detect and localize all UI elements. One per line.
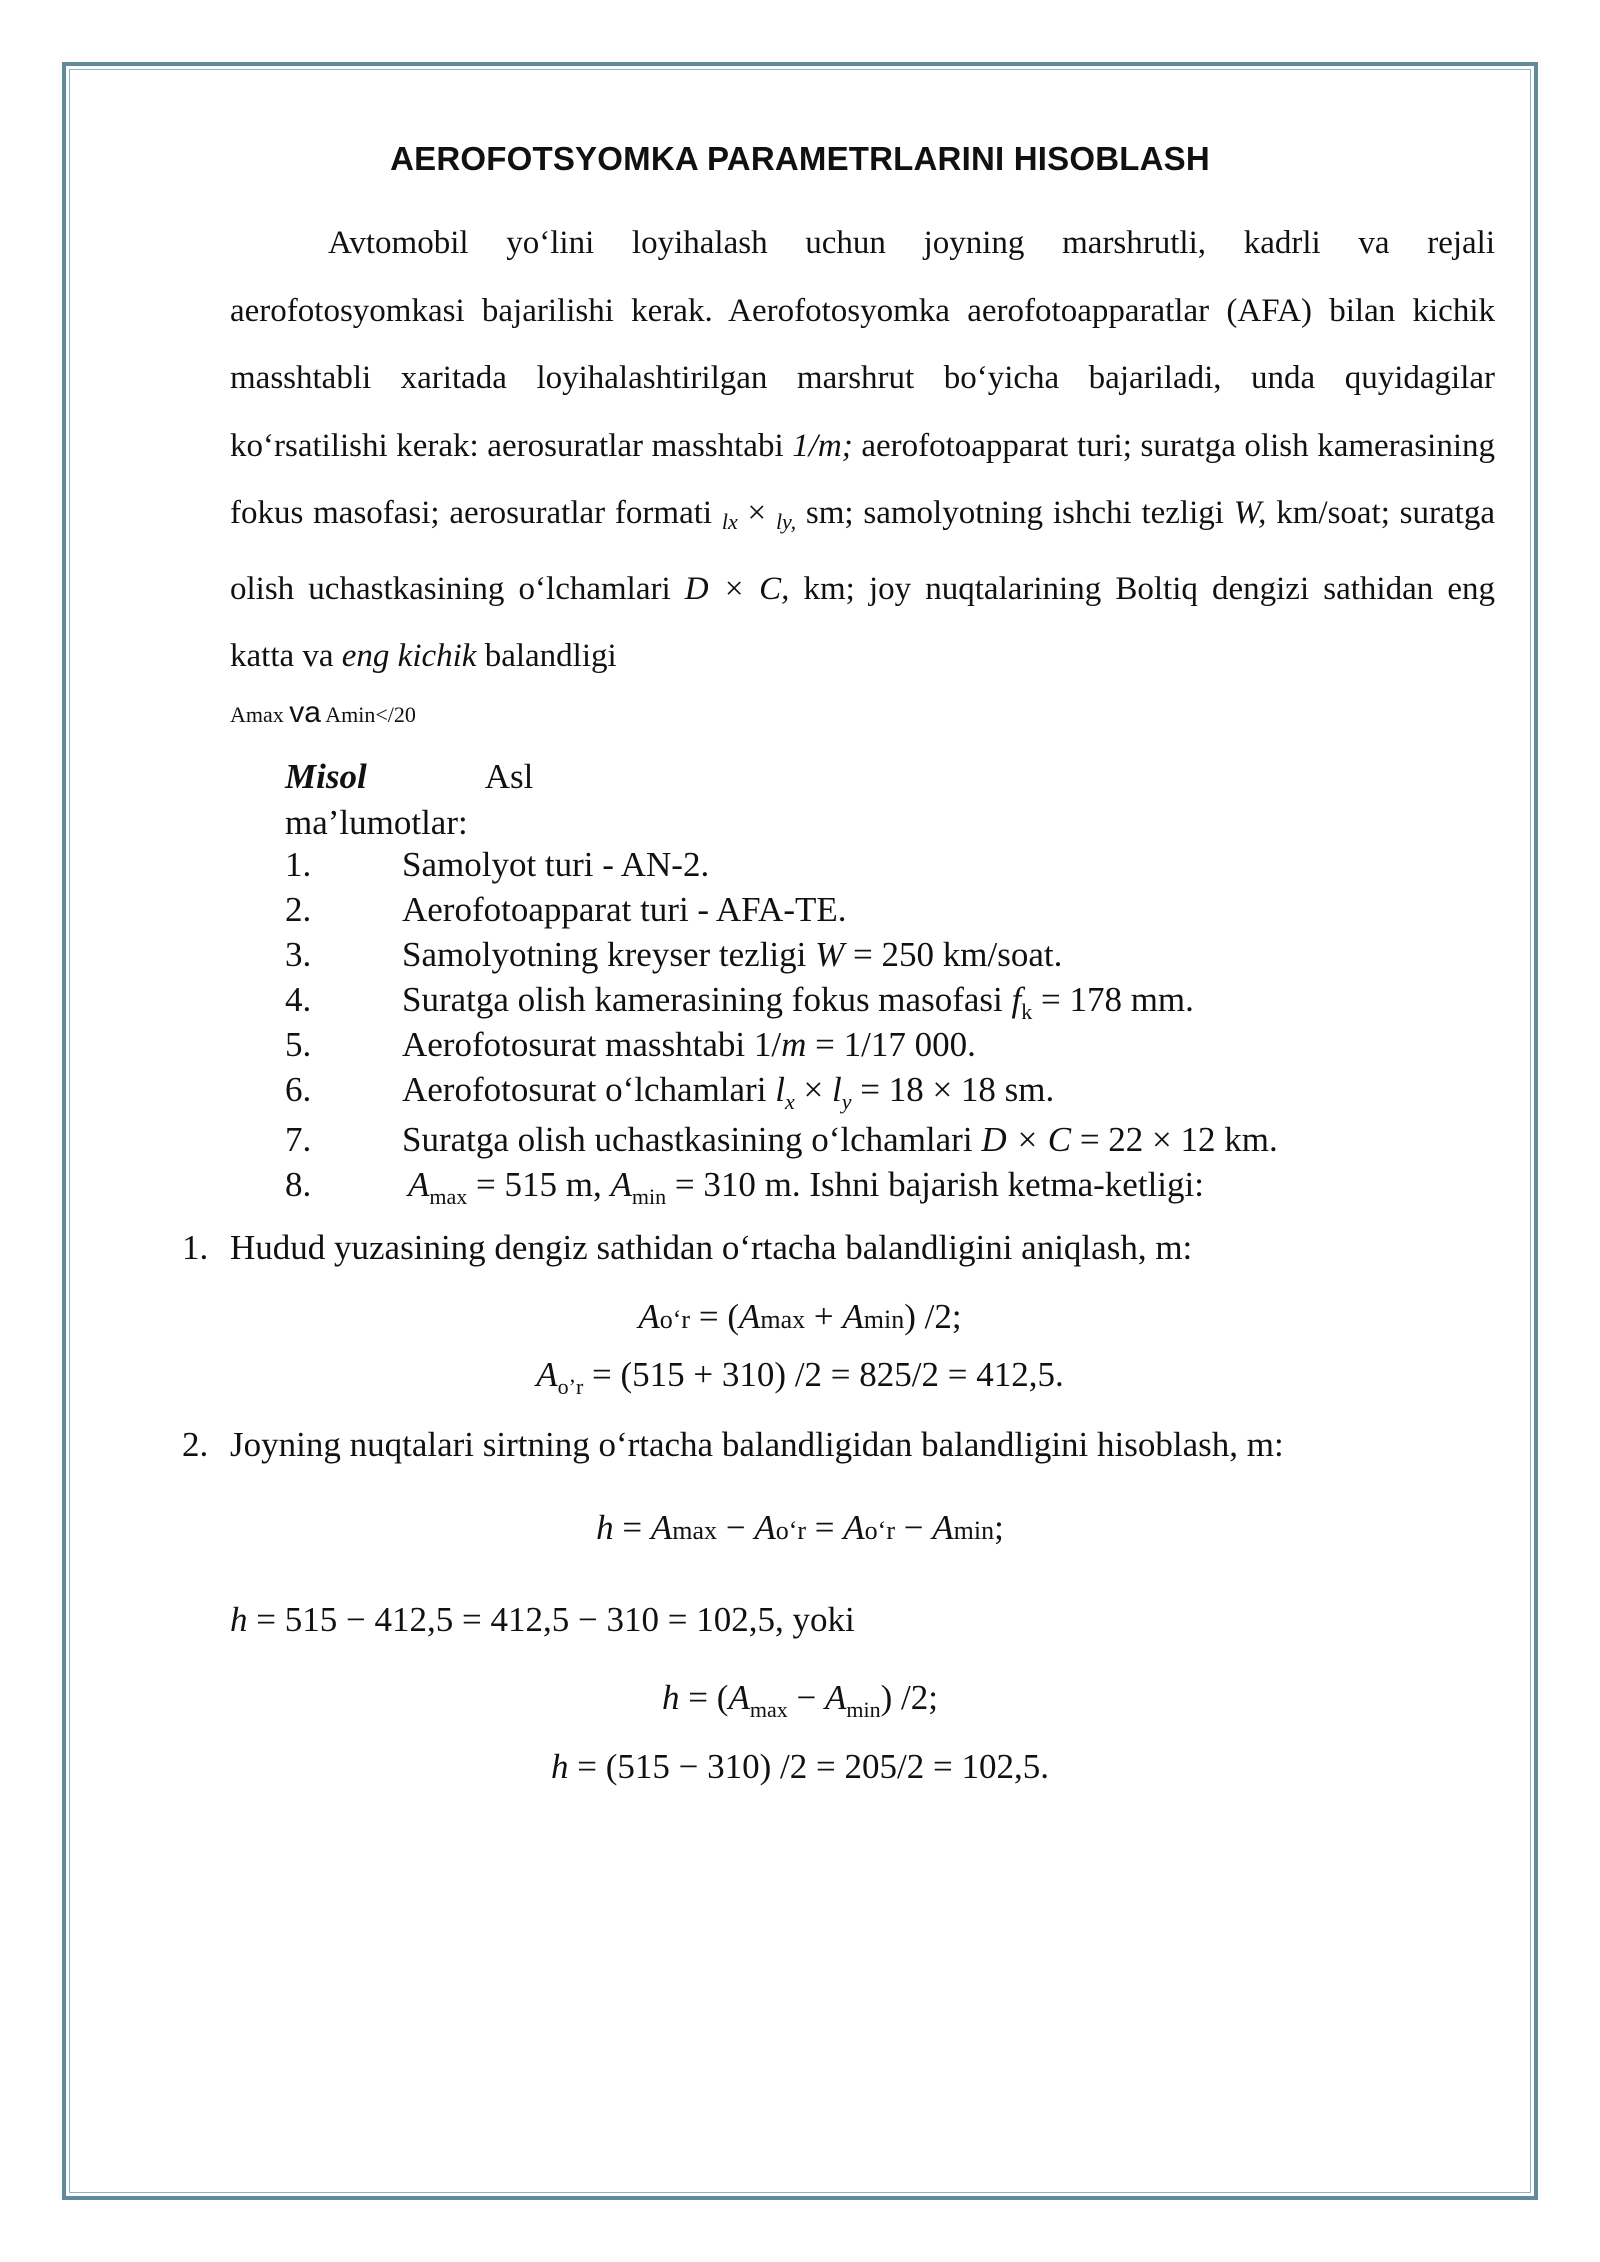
example-malumotlar: ma’lumotlar: (285, 803, 468, 842)
times-sign: × (737, 495, 776, 531)
example-asl: Asl (484, 757, 534, 796)
formula-mean-height: Ao‘r = (Amax + Amin) /2; (638, 1297, 962, 1336)
step-number: 1. (182, 1228, 209, 1267)
formula-relief-height-value: h = 515 − 412,5 = 412,5 − 310 = 102,5, yoki (230, 1600, 855, 1639)
list-text: Aerofotoapparat turi - AFA-TE. (402, 890, 847, 929)
intro-text: km; joy nuqtalarining Boltiq dengizi sathidan eng katta va (230, 570, 1495, 674)
list-text: Samolyot turi - AN-2. (402, 845, 710, 884)
example-heading (285, 754, 533, 846)
intro-text: sm; samolyotning ishchi tezligi (796, 495, 1234, 531)
list-number: 8. (285, 1165, 312, 1204)
list-text: Aerofotosurat o‘lchamlari $l_x \times l_y = 18 \times 18$ sm. (402, 1070, 1055, 1114)
intro-text: km/soat; suratga olish uchastkasining o‘lchamlari (230, 495, 1495, 607)
example-label: Misol (285, 757, 367, 796)
scale-term: 1/m; (792, 427, 853, 464)
speed-term: W, (1233, 495, 1267, 531)
formula-relief-alt-value: h = (515 − 310) /2 = 205/2 = 102,5. (551, 1747, 1049, 1786)
step-1 (182, 1228, 1192, 1268)
page-title: AEROFOTSYOMKA PARAMETRLARINI HISOBLASH (390, 140, 1210, 177)
intro-text: aerofotoapparat turi; suratga olish kamerasining fokus masofasi; aerosuratlar formati (230, 427, 1495, 531)
formula-mean-height-value: $A_{o’r} = (515 + 310) /2 = 825/2 = 412,5$. (536, 1355, 1064, 1399)
list-number: 7. (285, 1120, 312, 1159)
intro-paragraph (230, 210, 1495, 691)
step-number: 2. (182, 1425, 209, 1464)
step-2 (182, 1425, 1284, 1465)
format-lx: lx (721, 509, 738, 534)
eng-kichik-term: eng kichik (341, 638, 477, 674)
amax-term: Amax (230, 702, 284, 727)
area-term: D × C, (684, 570, 790, 607)
list-number: 5. (285, 1025, 312, 1064)
va-word: va (289, 696, 321, 729)
list-number: 6. (285, 1070, 312, 1109)
list-number: 4. (285, 980, 312, 1019)
amin-term: Amin</20 (325, 702, 416, 727)
format-ly: ly, (775, 509, 797, 534)
formula-relief-alt: $h = (A_{max} - A_{min})$ /2; (662, 1678, 938, 1722)
intro-text: balandligi (476, 638, 617, 674)
list-text: Suratga olish uchastkasining o‘lchamlari D × C = 22 × 12 km. (402, 1120, 1278, 1159)
list-number: 3. (285, 935, 312, 974)
list-number: 1. (285, 845, 312, 884)
list-number: 2. (285, 890, 312, 929)
formula-relief-height: h = Amax − Ao‘r = Ao‘r − Amin; (596, 1508, 1004, 1547)
list-text: Suratga olish kamerasining fokus masofasi $f_k = 178$ mm. (402, 980, 1194, 1024)
intro-tail (230, 696, 416, 730)
list-text: Samolyotning kreyser tezligi W = 250 km/soat. (402, 935, 1063, 974)
step-text: Joyning nuqtalari sirtning o‘rtacha balandligidan balandligini hisoblash, m: (230, 1425, 1284, 1464)
intro-text: Avtomobil yo‘lini loyihalash uchun joyning marshrutli, kadrli va rejali aerofotosyomkasi bajarilishi kerak. Aerofotosyomka aerofotoapparatlar (AFA) bilan kichik masshtabli xaritada loyihalashtirilgan marshrut bo‘yicha bajariladi, unda quyidagilar ko‘rsatilishi kerak: aerosuratlar masshtabi (230, 225, 1495, 464)
list-text: $A_{max} = 515$ m, $A_{min} = 310$ m. Ishni bajarish ketma-ketligi: (408, 1165, 1204, 1209)
list-text: Aerofotosurat masshtabi 1/m = 1/17 000. (402, 1025, 976, 1064)
step-text: Hudud yuzasining dengiz sathidan o‘rtacha balandligini aniqlash, m: (230, 1228, 1193, 1267)
